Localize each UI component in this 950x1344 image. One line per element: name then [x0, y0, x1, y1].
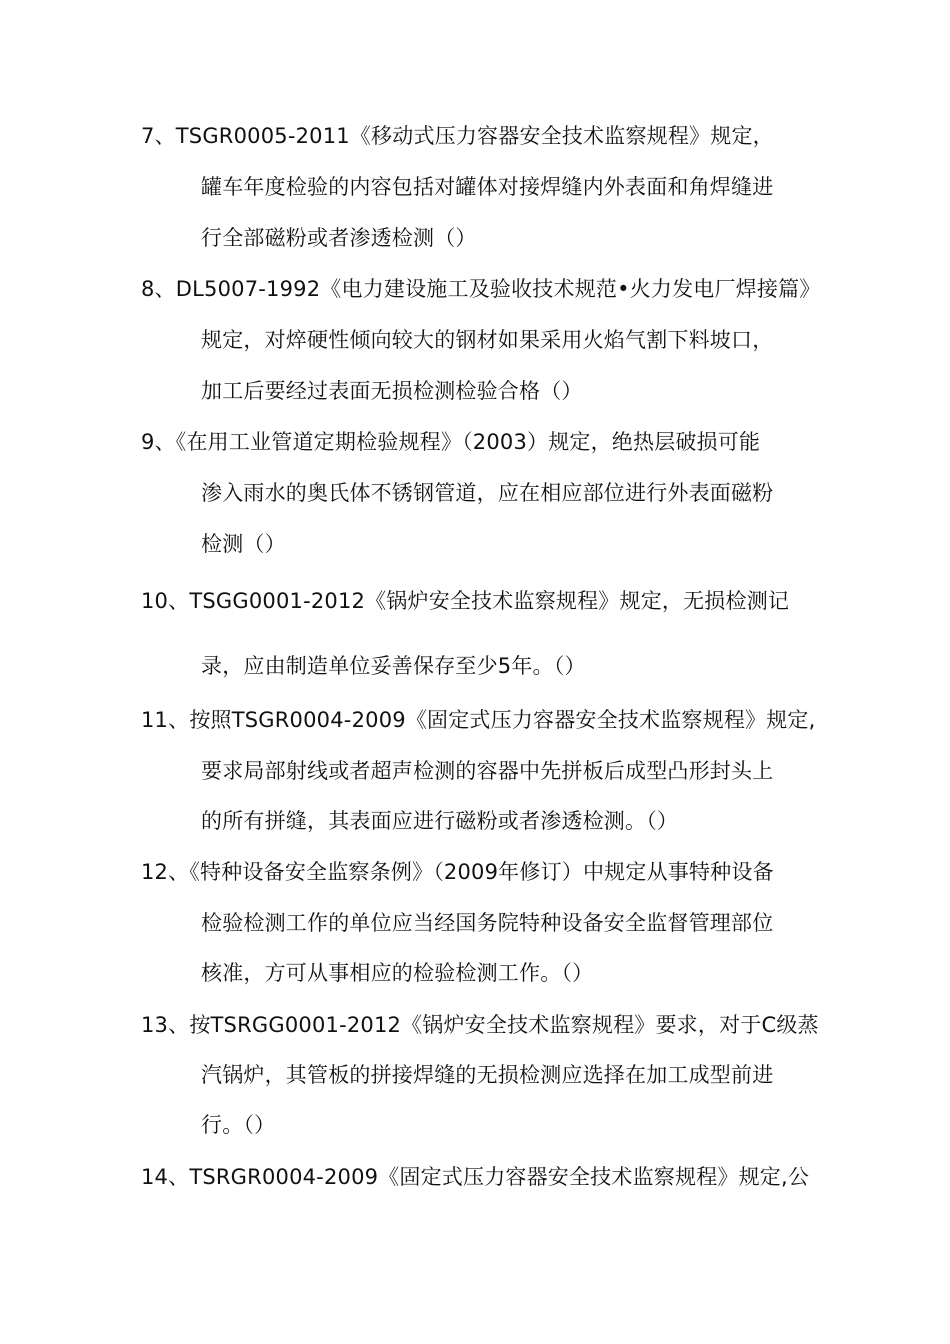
question-12-line-3: 核准，方可从事相应的检验检测工作。（） — [201, 961, 594, 985]
question-13-line-3: 行。（） — [201, 1113, 276, 1137]
question-11-line-1 — [141, 706, 816, 734]
question-number: 12、 — [141, 860, 190, 884]
question-7-line-2: 罐车年度检验的内容包括对罐体对接焊缝内外表面和角焊缝进 — [201, 175, 774, 199]
question-11-line-2: 要求局部射线或者超声检测的容器中先拼板后成型凸形封头上 — [201, 759, 774, 783]
question-12-line-2: 检验检测工作的单位应当经国务院特种设备安全监督管理部位 — [201, 911, 774, 935]
question-11-line-3: 的所有拼缝，其表面应进行磁粉或者渗透检测。（） — [201, 809, 679, 833]
question-14-line-1 — [141, 1163, 809, 1191]
question-9-line-1 — [141, 428, 760, 456]
question-8-line-2: 规定，对焠硬性倾向较大的钢材如果采用火焰气割下料坡口， — [201, 328, 774, 352]
question-number: 11、 — [141, 708, 190, 732]
question-9-line-3: 检测（） — [201, 532, 286, 556]
question-text: DL5007-1992《电力建设施工及验收技术规范•火力发电厂焊接篇》 — [175, 277, 821, 301]
question-8-line-1 — [141, 275, 821, 303]
question-10-line-2: 录，应由制造单位妥善保存至少5年。（） — [201, 654, 586, 678]
question-7-line-3: 行全部磁粉或者渗透检测（） — [201, 226, 477, 250]
question-number: 13、 — [141, 1013, 190, 1037]
question-8-line-3: 加工后要经过表面无损检测检验合格（） — [201, 379, 583, 403]
question-text: 《在用工业管道定期检验规程》（2003）规定，绝热层破损可能 — [175, 430, 761, 454]
question-text: 《特种设备安全监察条例》（2009年修订）中规定从事特种设备 — [189, 860, 774, 884]
question-text: TSGR0005-2011《移动式压力容器安全技术监察规程》规定， — [175, 124, 774, 148]
question-text: 按照TSGR0004-2009《固定式压力容器安全技术监察规程》规定, — [189, 708, 816, 732]
question-13-line-2: 汽锅炉，其管板的拼接焊缝的无损检测应选择在加工成型前进 — [201, 1063, 774, 1087]
question-number: 7、 — [141, 124, 176, 148]
question-text: 按TSRGG0001-2012《锅炉安全技术监察规程》要求，对于C级蒸 — [189, 1013, 819, 1037]
question-number: 9、 — [141, 430, 176, 454]
question-number: 8、 — [141, 277, 176, 301]
question-number: 10、 — [141, 589, 190, 613]
question-9-line-2: 渗入雨水的奥氏体不锈钢管道，应在相应部位进行外表面磁粉 — [201, 481, 774, 505]
question-7-line-1 — [141, 122, 774, 150]
question-number: 14、 — [141, 1165, 190, 1189]
question-10-line-1 — [141, 587, 789, 615]
question-12-line-1 — [141, 858, 774, 886]
question-13-line-1 — [141, 1011, 819, 1039]
question-text: TSRGR0004-2009《固定式压力容器安全技术监察规程》规定,公 — [189, 1165, 810, 1189]
question-text: TSGG0001-2012《锅炉安全技术监察规程》规定，无损检测记 — [189, 589, 790, 613]
